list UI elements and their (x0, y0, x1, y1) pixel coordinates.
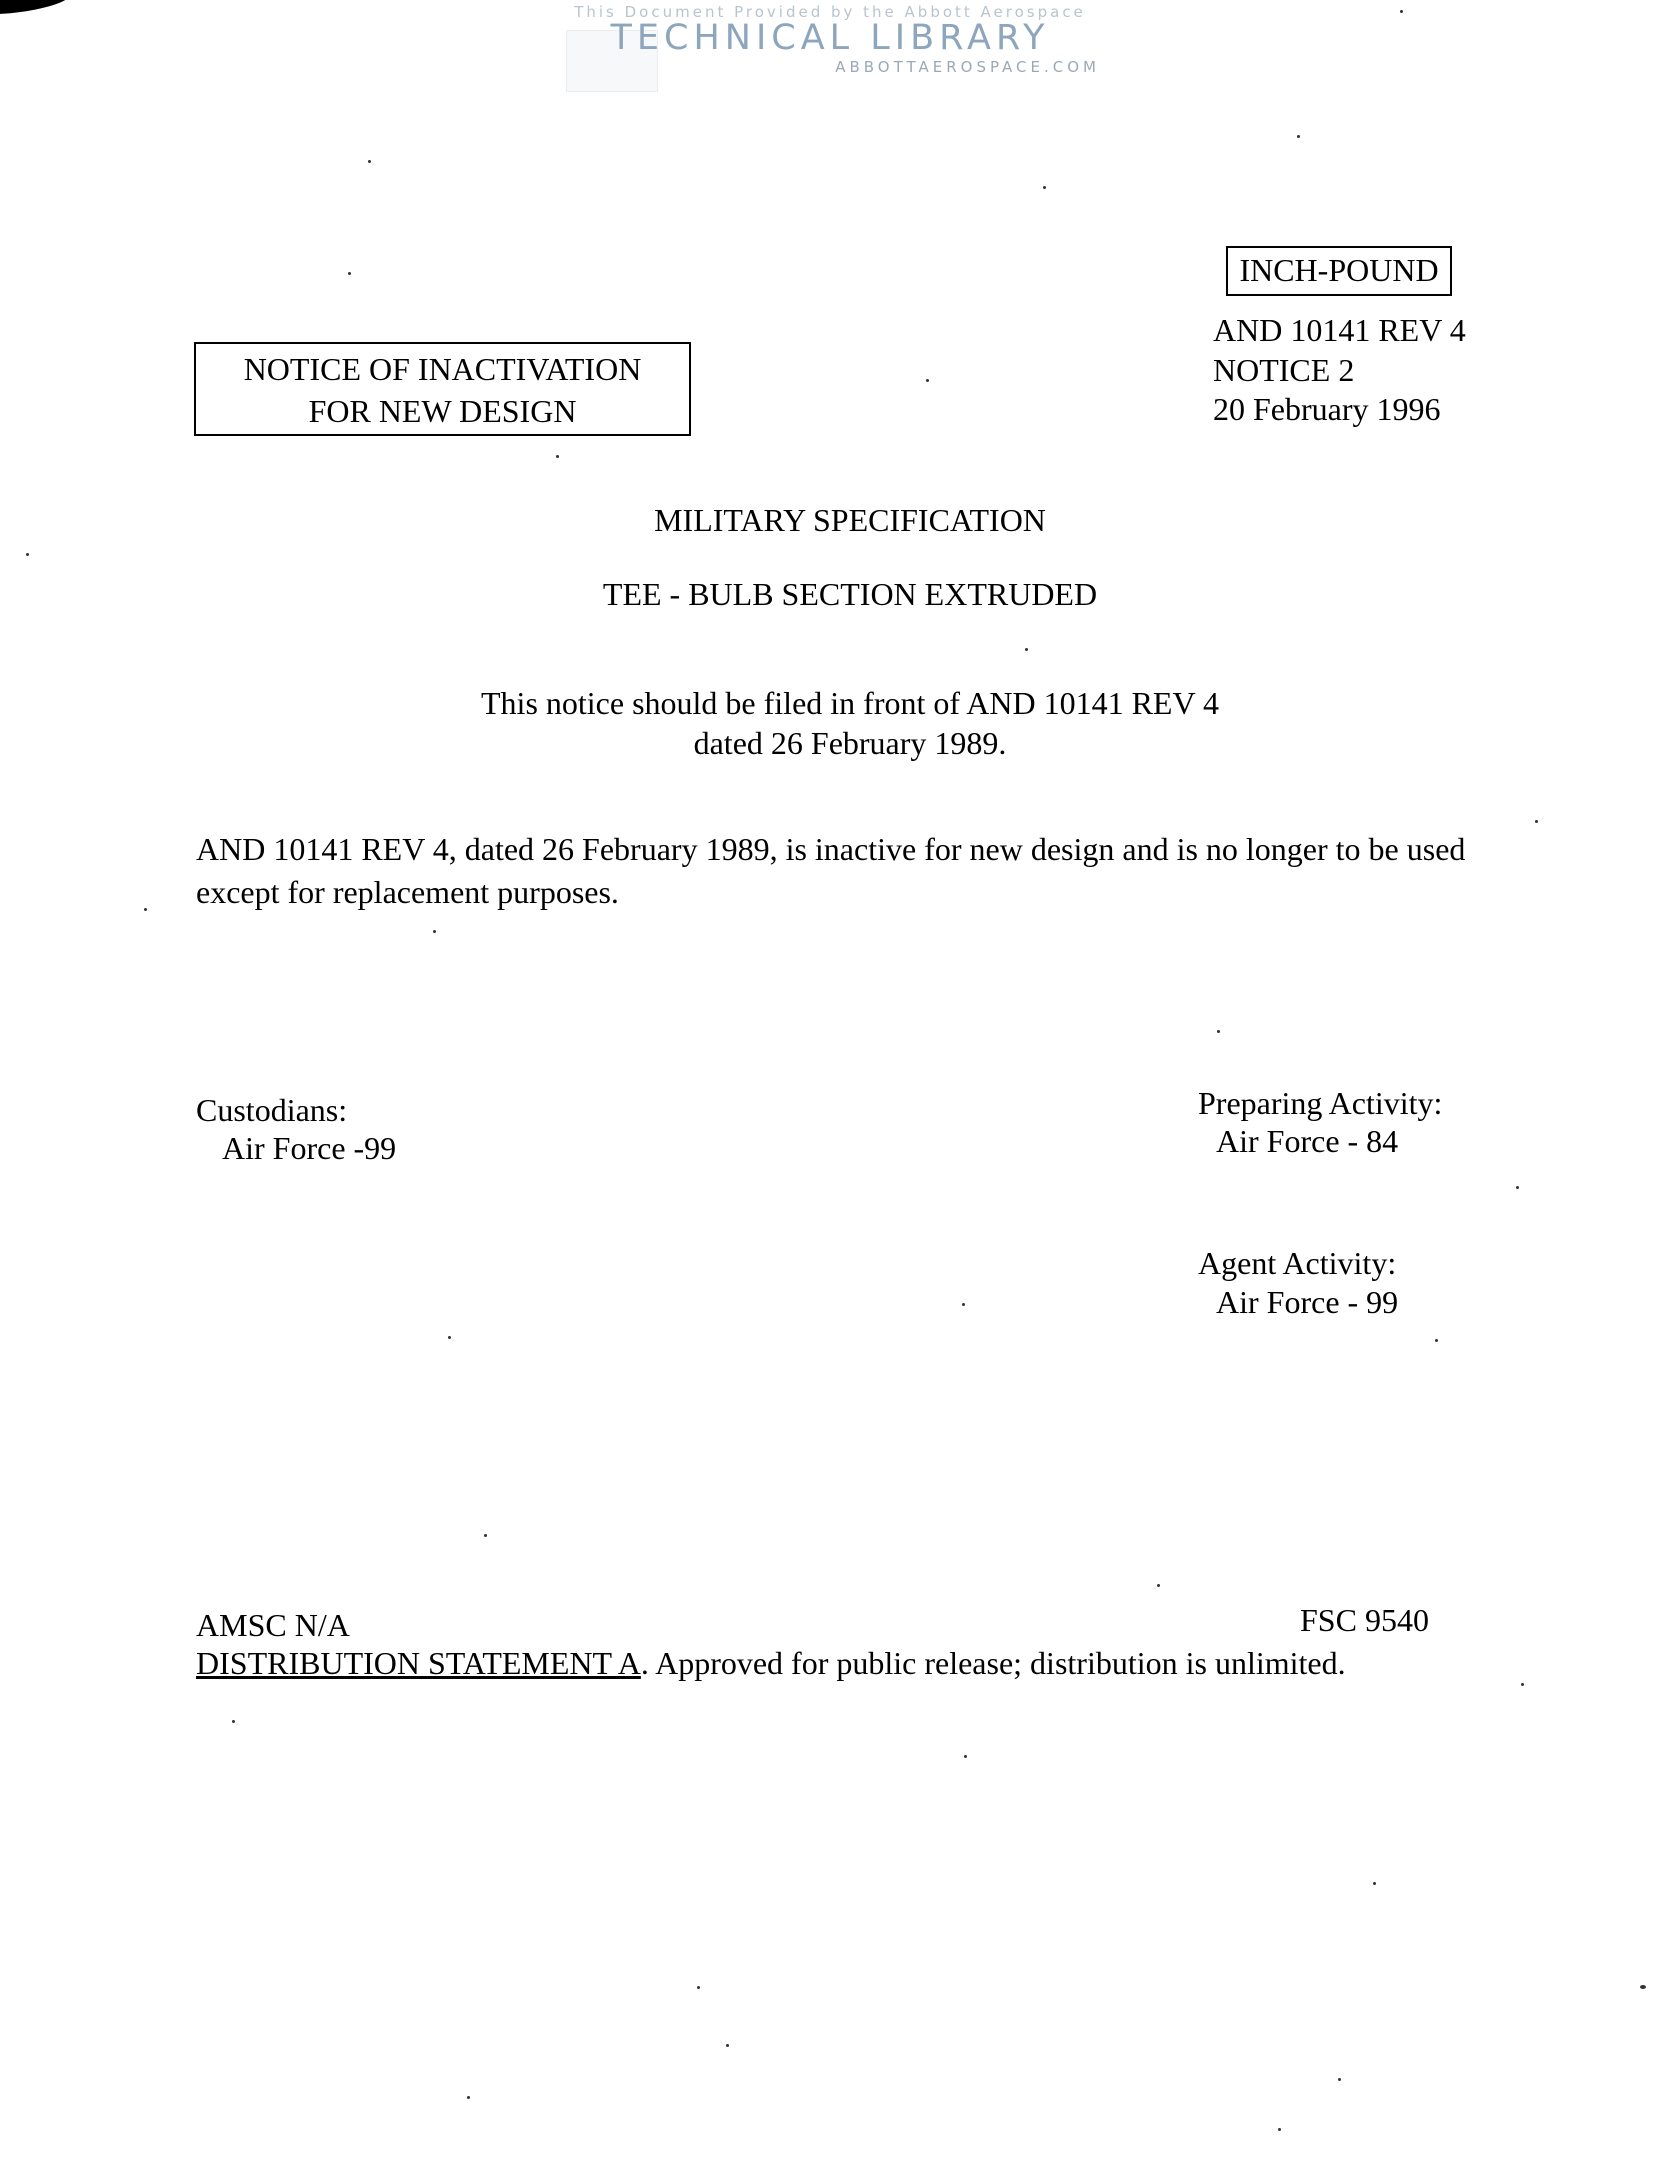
notice-box-line-1: NOTICE OF INACTIVATION (243, 351, 642, 387)
custodians-label: Custodians: (196, 1092, 348, 1128)
scan-speck (1338, 2078, 1341, 2081)
scan-speck (1640, 1985, 1646, 1989)
notice-date: 20 February 1996 (1213, 391, 1441, 427)
scan-speck (1278, 2128, 1281, 2131)
spec-title-heading: TEE - BULB SECTION EXTRUDED (602, 576, 1098, 612)
notice-number: NOTICE 2 (1213, 352, 1355, 388)
scan-speck (926, 379, 929, 382)
watermark-title: TECHNICAL LIBRARY (610, 18, 1050, 58)
scan-speck (368, 160, 371, 163)
amsc-code: AMSC N/A (196, 1607, 350, 1643)
preparing-activity-label: Preparing Activity: (1198, 1085, 1443, 1121)
scan-speck (1435, 1339, 1438, 1342)
scan-speck (1516, 1186, 1519, 1189)
distribution-statement-label: DISTRIBUTION STATEMENT A (196, 1645, 641, 1681)
scan-speck (1373, 1882, 1376, 1885)
distribution-statement-text: . Approved for public release; distribution is unlimited. (640, 1645, 1346, 1681)
scan-speck (697, 1986, 700, 1989)
scan-speck (433, 930, 436, 933)
fsc-code: FSC 9540 (1300, 1602, 1429, 1638)
scan-speck (448, 1336, 451, 1339)
notice-box-line-2: FOR NEW DESIGN (308, 393, 577, 429)
spec-type-heading: MILITARY SPECIFICATION (654, 502, 1046, 538)
scan-speck (964, 1755, 967, 1758)
scan-speck (467, 2096, 470, 2099)
scan-speck (1521, 1683, 1524, 1686)
scan-speck (348, 272, 351, 275)
agent-activity-value: Air Force - 99 (1216, 1284, 1399, 1320)
scan-speck (484, 1534, 487, 1537)
scan-speck (556, 455, 559, 458)
scan-speck (1535, 820, 1538, 823)
scan-speck (962, 1303, 965, 1306)
scan-speck (1217, 1030, 1220, 1033)
scan-speck (26, 553, 29, 556)
scan-speck (1400, 10, 1403, 13)
scan-speck (144, 908, 147, 911)
scan-speck (1297, 135, 1300, 138)
inactivation-paragraph: AND 10141 REV 4, dated 26 February 1989, is inactive for new design and is no longer to be used except for replacement purposes. (196, 831, 1466, 910)
scan-artifact (0, 0, 71, 19)
scan-speck (1025, 648, 1028, 651)
watermark-url: ABBOTTAEROSPACE.COM (835, 58, 1100, 76)
scan-speck (1043, 186, 1046, 189)
unit-system-box: INCH-POUND (1226, 246, 1452, 296)
custodians-value: Air Force -99 (222, 1130, 397, 1166)
scan-speck (1157, 1584, 1160, 1587)
filing-note-line-2: dated 26 February 1989. (693, 725, 1007, 761)
agent-activity-label: Agent Activity: (1198, 1245, 1397, 1281)
preparing-activity-value: Air Force - 84 (1216, 1123, 1399, 1159)
notice-of-inactivation-box (194, 342, 691, 436)
filing-note-line-1: This notice should be filed in front of AND 10141 REV 4 (481, 685, 1219, 721)
watermark-provided-line: This Document Provided by the Abbott Aerospace (574, 3, 1086, 21)
scan-speck (232, 1720, 235, 1723)
distribution-statement (196, 1643, 1346, 1683)
document-id: AND 10141 REV 4 (1213, 312, 1466, 348)
scan-speck (726, 2044, 729, 2047)
